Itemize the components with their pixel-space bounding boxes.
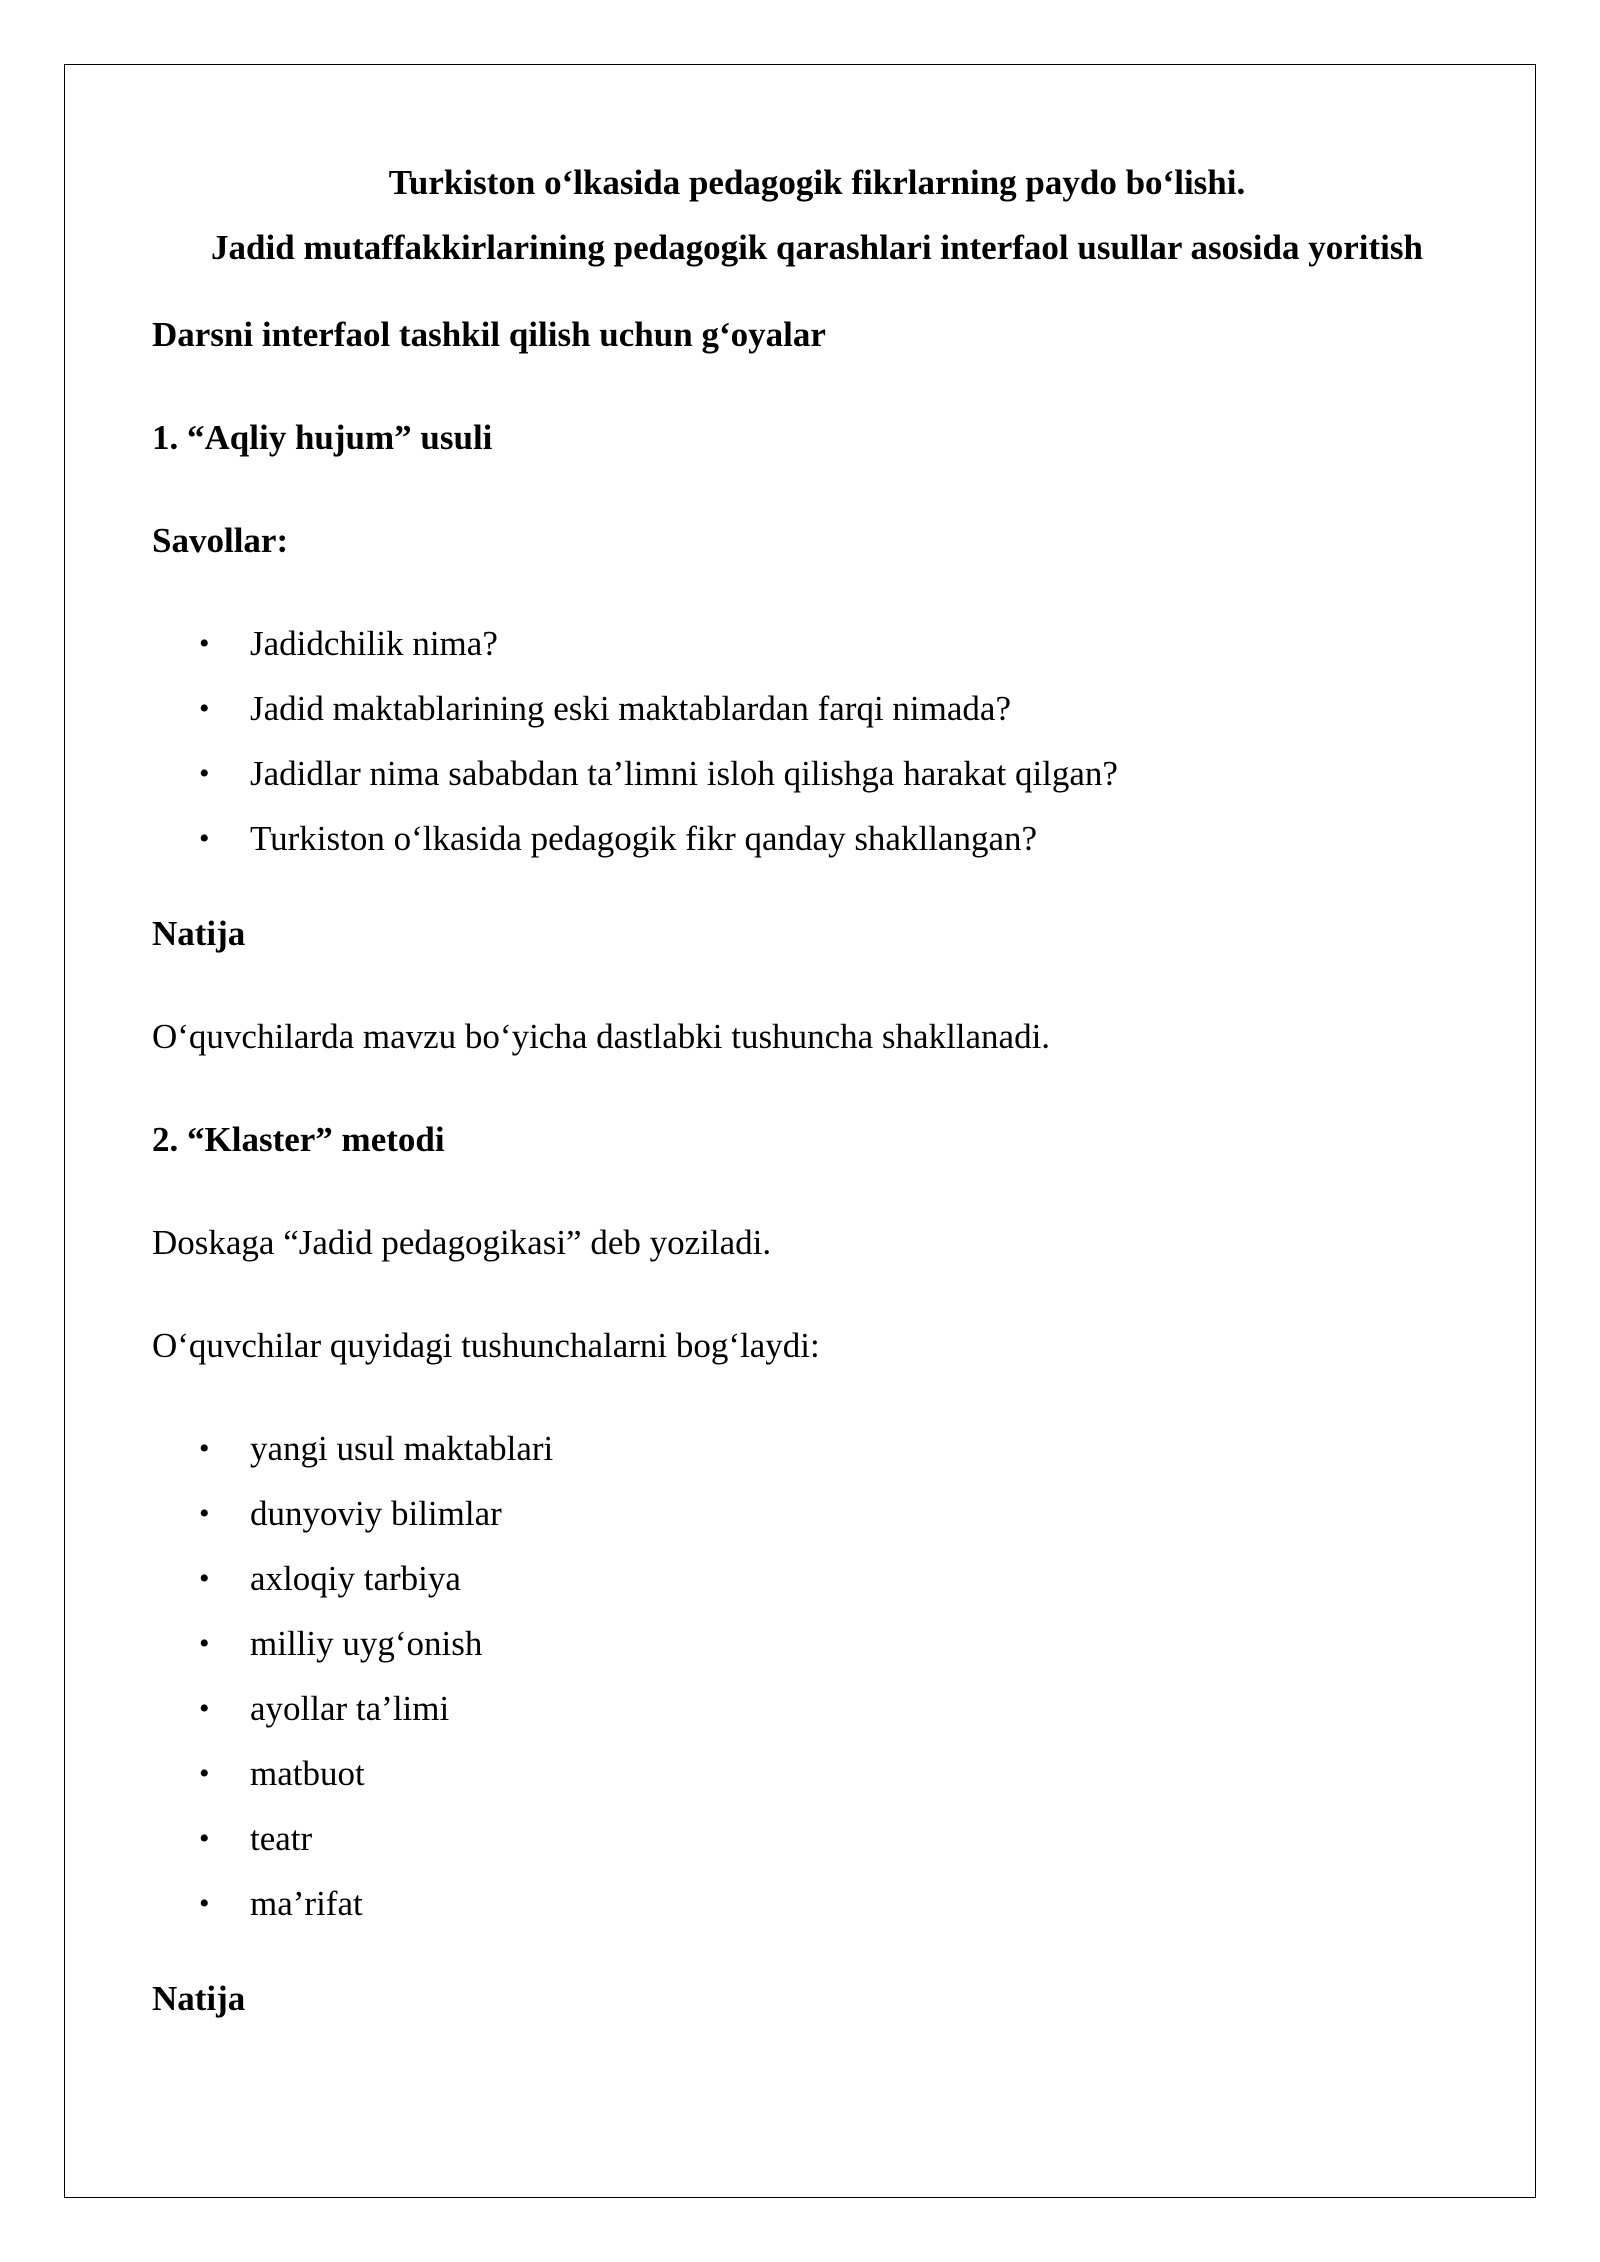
- bullet-icon: •: [199, 1887, 210, 1920]
- bullet-icon: •: [199, 1627, 210, 1660]
- document-title-line-1: Turkiston o‘lkasida pedagogik fikrlarning paydo bo‘lishi.: [388, 163, 1246, 202]
- list-item: [152, 1546, 1482, 1611]
- list-item: [152, 1481, 1482, 1546]
- bullet-icon: •: [199, 1822, 210, 1855]
- bullet-icon: •: [199, 757, 210, 790]
- list-item: [152, 1611, 1482, 1676]
- method-1-heading: 1. “Aqliy hujum” usuli: [152, 418, 493, 457]
- list-item: [152, 1416, 1482, 1481]
- list-item-text: Jadidchilik nima?: [250, 624, 498, 663]
- bullet-icon: •: [199, 1692, 210, 1725]
- bullet-icon: •: [199, 1432, 210, 1465]
- bullet-icon: •: [199, 822, 210, 855]
- list-item-text: Jadidlar nima sababdan ta’limni isloh qilishga harakat qilgan?: [250, 754, 1118, 793]
- list-item: [152, 1741, 1482, 1806]
- list-item: [152, 1871, 1482, 1936]
- bullet-icon: •: [199, 692, 210, 725]
- list-item-text: yangi usul maktablari: [250, 1429, 554, 1468]
- method-1-result-heading: Natija: [152, 914, 246, 953]
- list-item: [152, 1806, 1482, 1871]
- section-intro-heading: Darsni interfaol tashkil qilish uchun g‘oyalar: [152, 315, 826, 354]
- bullet-icon: •: [199, 1757, 210, 1790]
- method-2-result-heading: Natija: [152, 1979, 246, 2018]
- list-item: [152, 806, 1482, 871]
- list-item-text: matbuot: [250, 1754, 365, 1793]
- document-body: [152, 150, 1482, 2024]
- list-item-text: ma’rifat: [250, 1884, 363, 1923]
- list-item-text: ayollar ta’limi: [250, 1689, 450, 1728]
- bullet-icon: •: [199, 627, 210, 660]
- list-item-text: teatr: [250, 1819, 313, 1858]
- list-item-text: axloqiy tarbiya: [250, 1559, 461, 1598]
- document-title-line-2: Jadid mutaffakkirlarining pedagogik qarashlari interfaol usullar asosida yoritish: [211, 228, 1423, 267]
- questions-list: [152, 611, 1482, 871]
- list-item: [152, 741, 1482, 806]
- bullet-icon: •: [199, 1562, 210, 1595]
- list-item: [152, 676, 1482, 741]
- method-1-result-text: O‘quvchilarda mavzu bo‘yicha dastlabki tushuncha shakllanadi.: [152, 1017, 1051, 1056]
- list-item: [152, 611, 1482, 676]
- list-item-text: milliy uyg‘onish: [250, 1624, 483, 1663]
- bullet-icon: •: [199, 1497, 210, 1530]
- method-2-text-1: Doskaga “Jadid pedagogikasi” deb yoziladi.: [152, 1223, 772, 1262]
- concepts-list: [152, 1416, 1482, 1936]
- list-item-text: Jadid maktablarining eski maktablardan farqi nimada?: [250, 689, 1011, 728]
- method-2-text-2: O‘quvchilar quyidagi tushunchalarni bog‘laydi:: [152, 1326, 820, 1365]
- list-item-text: dunyoviy bilimlar: [250, 1494, 502, 1533]
- questions-heading: Savollar:: [152, 521, 289, 560]
- list-item-text: Turkiston o‘lkasida pedagogik fikr qanday shakllangan?: [250, 819, 1038, 858]
- method-2-heading: 2. “Klaster” metodi: [152, 1120, 445, 1159]
- list-item: [152, 1676, 1482, 1741]
